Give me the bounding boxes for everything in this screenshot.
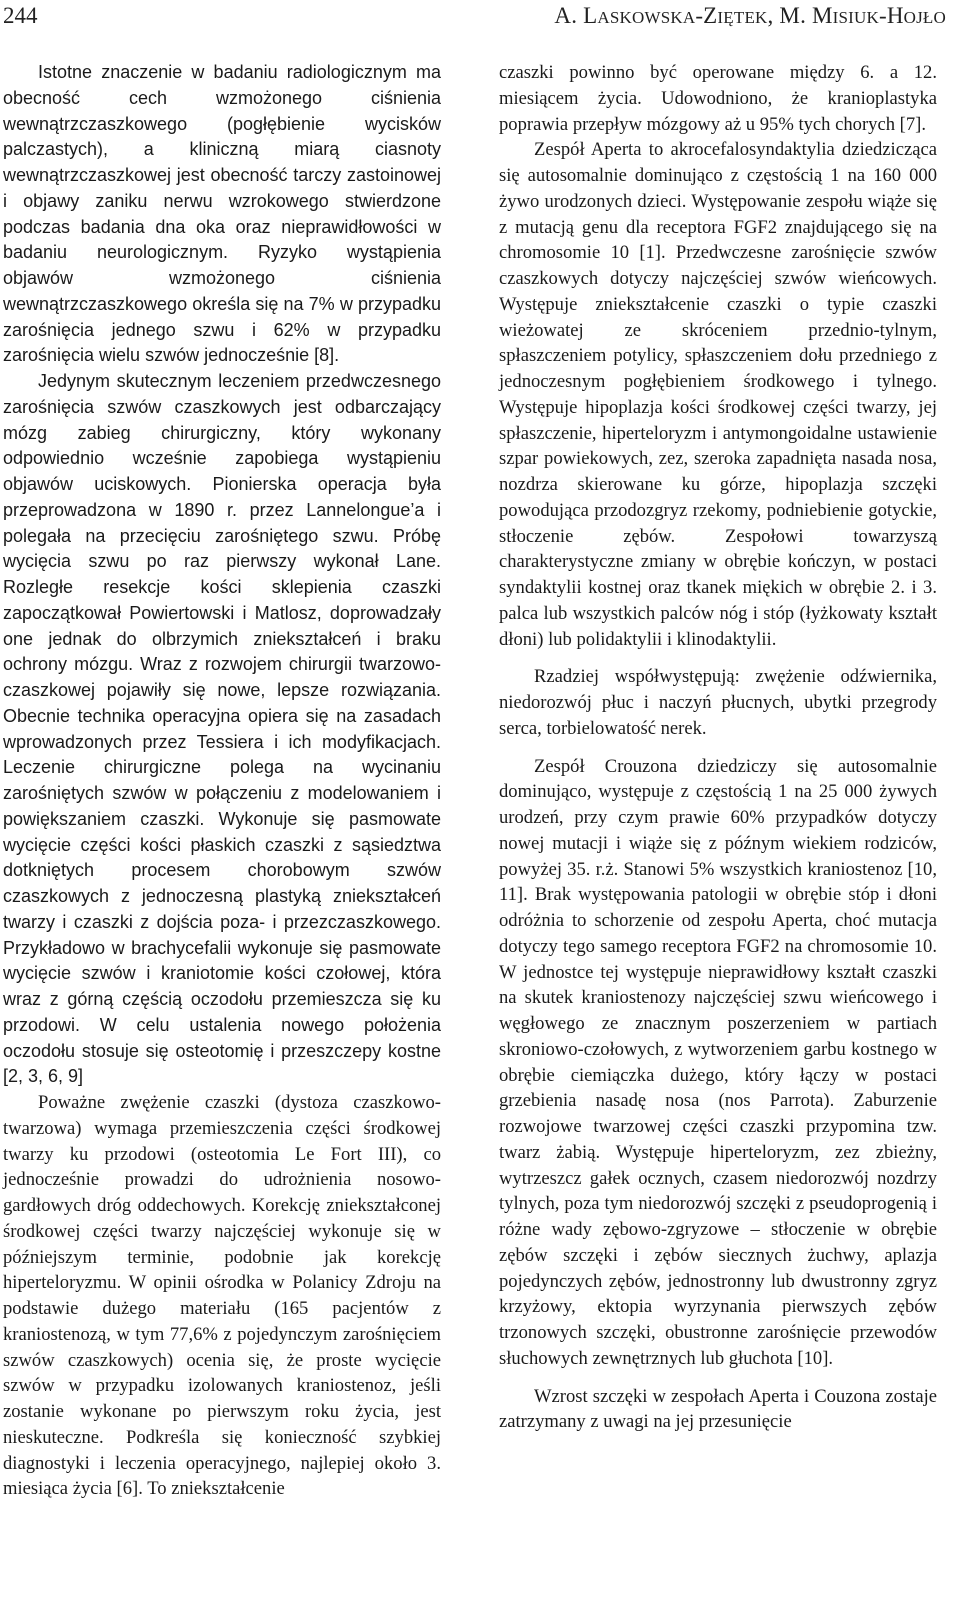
author-smallcaps-4: OJŁO (903, 8, 946, 27)
page-number: 244 (3, 3, 38, 28)
left-column (3, 60, 441, 1502)
paragraph-maxilla-growth: Wzrost szczęki w zespołach Aperta i Couzona zostaje zatrzymany z uwagi na jej przesunięcie (499, 1385, 937, 1433)
running-head-authors (554, 3, 946, 29)
paragraph-continuation: czaszki powinno być operowane między 6. a 12. miesiącem życia. Udowodniono, że kranioplastyka poprawia przepływ mózgowy aż u 95% tych chorych [7]. (499, 62, 937, 135)
right-column (499, 60, 937, 1435)
author-smallcaps-2: IĘTEK (717, 8, 768, 27)
author-initial-1: A. L (554, 3, 598, 28)
author-smallcaps-3: ISIUK (832, 8, 879, 27)
paragraph-coexisting-defects: Rzadziej współwystępują: zwężenie odźwiernika, niedorozwój płuc i naczyń płucnych, ubytki przegrody serca, torbielowatość nerek. (499, 666, 937, 739)
paragraph-apert-syndrome: Zespół Aperta to akrocefalosyndaktylia dziedzicząca się autosomalnie dominująco z częstością 1 na 160 000 żywo urodzonych dzieci. Występowanie zespołu wiąże się z mutacją genu dla receptora FGF2 znajdującego się na chromosomie 10 [1]. Przedwczesne zarośnięcie szwów czaszkowych dotyczy najczęściej szwów wieńcowych. Występuje zniekształcenie czaszki o typie czaszki wieżowatej ze skróceniem przednio-tylnym, spłaszczeniem potylicy, spłaszczeniem dołu przedniego z jednoczesnym pogłębieniem środkowego i tylnego. Występuje hipoplazja kości środkowej części twarzy, jej spłaszczenie, hiperteloryzm i antymongoidalne ustawienie szpar powiekowych, zez, szeroka zapadnięta nasada nosa, nozdrza skierowane ku górze, hipoplazja szczęki powodująca przodozgryz rzekomy, podniebienie gotyckie, stłoczenie zębów. Zespołowi towarzyszą charakterystyczne zmiany w obrębie kończyn, w postaci syndaktylii kostnej oraz tkanek miękich w obrębie 2. i 3. palca lub wszystkich palców nóg i stóp (łyżkowaty kształt dłoni) lub polidaktylii i klinodaktylii. (499, 139, 937, 650)
author-smallcaps-1: ASKOWSKA (597, 8, 696, 27)
author-sep-3: -H (878, 3, 904, 28)
author-sep-1: -Z (695, 3, 718, 28)
page-header (0, 0, 960, 44)
paragraph-surgical-treatment: Jedynym skutecznym leczeniem przedwczesnego zarośnięcia szwów czaszkowych jest odbarczający mózg zabieg chirurgiczny, który wykonany odpowiednio wcześnie zapobiega wystąpieniu objawów uciskowych. Pionierska operacja była przeprowadzona w 1890 r. przez Lannelongue’a i polegała na przecięciu zarośniętego szwu. Próbę wycięcia szwu po raz pierwszy wykonał Lane. Rozległe resekcje kości sklepienia czaszki zapoczątkował Powiertowski i Matlosz, doprowadzały one jednak do olbrzymich zniekształceń i braku ochrony mózgu. Wraz z rozwojem chirurgii twarzowo-czaszkowej pojawiły się nowe, lepsze rozwiązania. Obecnie technika operacyjna opiera się na zasadach wprowadzonych przez Tessiera i ich modyfikacjach. Leczenie chirurgiczne polega na wycinaniu zarośniętych szwów w połączeniu z modelowaniem i powiększaniem czaszki. Wykonuje się pasmowate wycięcie części kości płaskich czaszki z sąsiedztwa dotkniętych procesem chorobowym szwów czaszkowych z jednoczesną plastyką zniekształceń twarzy i czaszki z dojścia poza- i przezczaszkowego. Przykładowo w brachycefalii wykonuje się pasmowate wycięcie szwów i kraniotomie kości czołowej, która wraz z górną częścią oczodołu przemieszcza się ku przodowi. W celu ustalenia nowego położenia oczodołu stosuje się osteotomię i przeszczepy kostne [2, 3, 6, 9] (3, 371, 441, 1087)
paragraph-crouzon-syndrome: Zespół Crouzona dziedziczy się autosomalnie dominująco, występuje z częstością 1 na 25 000 żywych urodzeń, przy czym prawie 60% przypadków dotyczy nowej mutacji i wiąże się z późnym wiekiem rodziców, powyżej 35. r.ż. Stanowi 5% wszystkich kraniostenoz [10, 11]. Brak występowania patologii w obrębie stóp i dłoni odróżnia to schorzenie od zespołu Aperta, choć mutacja dotyczy tego samego receptora FGF2 na chromosomie 10. W jednostce tej występuje nieprawidłowy kształt czaszki na skutek kraniostenozy najczęściej szwu wieńcowego i węgłowego ze znacznym poszerzeniem w partiach skroniowo-czołowych, z wytworzeniem garbu kostnego w obrębie ciemiączka dużego, który łączy w postaci grzebienia nasadę nosa (nos Parrota). Zaburzenie rozwojowe twarzowej części czaszki przypomina tzw. twarz żabią. Występuje hiperteloryzm, zez zbieżny, wytrzeszcz gałek ocznych, czasem niedorozwój nozdrzy tylnych, poza tym niedorozwój szczęki z pseudoprogenią i różne wady zębowo-zgryzowe – stłoczenie w obrębie zębów szczęki i zębów siecznych żuchwy, aplazja pojedynczych zębów, jednostronny lub dwustronny zgryz krzyżowy, ektopia wyrzynania pierwszych zębów trzonowych szczęki, obustronne zarośnięcie przewodów słuchowych zewnętrznych lub głuchota [10]. (499, 755, 937, 1369)
paragraph-radiology: Istotne znaczenie w badaniu radiologicznym ma obecność cech wzmożonego ciśnienia wewnątrzczaszkowego (pogłębienie wycisków palczastych), a kliniczną miarą ciasnoty wewnątrzczaszkowej jest obecność tarczy zastoinowej i objawy zaniku nerwu wzrokowego stwierdzone podczas badania dna oka oraz nieprawidłowości w badaniu neurologicznym. Ryzyko wystąpienia objawów wzmożonego ciśnienia wewnątrzczaszkowego określa się na 7% w przypadku zarośnięcia jednego szwu i 62% w przypadku zarośnięcia wielu szwów jednocześnie [8]. (3, 62, 441, 366)
paragraph-craniofacial-dysostosis: Poważne zwężenie czaszki (dystoza czaszkowo-twarzowa) wymaga przemieszczenia części środkowej twarzy ku przodowi (osteotomia Le Fort III), co jednocześnie prowadzi do udrożnienia nosowo-gardłowych dróg oddechowych. Korekcję zniekształconej środkowej części twarzy najczęściej wykonuje się w późniejszym terminie, podobnie jak korekcję hiperteloryzmu. W opinii ośrodka w Polanicy Zdroju na podstawie dużego materiału (165 pacjentów z kraniostenozą, w tym 77,6% z pojedynczym zarośnięciem szwów czaszkowych) ocenia się, że proste wycięcie szwów w przypadku izolowanych kraniostenoz, jeśli zostanie wykonane po pierwszym roku życia, jest nieskuteczne. Podkreśla się konieczność szybkiej diagnostyki i leczenia operacyjnego, najlepiej około 3. miesiąca życia [6]. To zniekształcenie (3, 1092, 441, 1500)
author-sep-2: , M. M (767, 3, 833, 28)
